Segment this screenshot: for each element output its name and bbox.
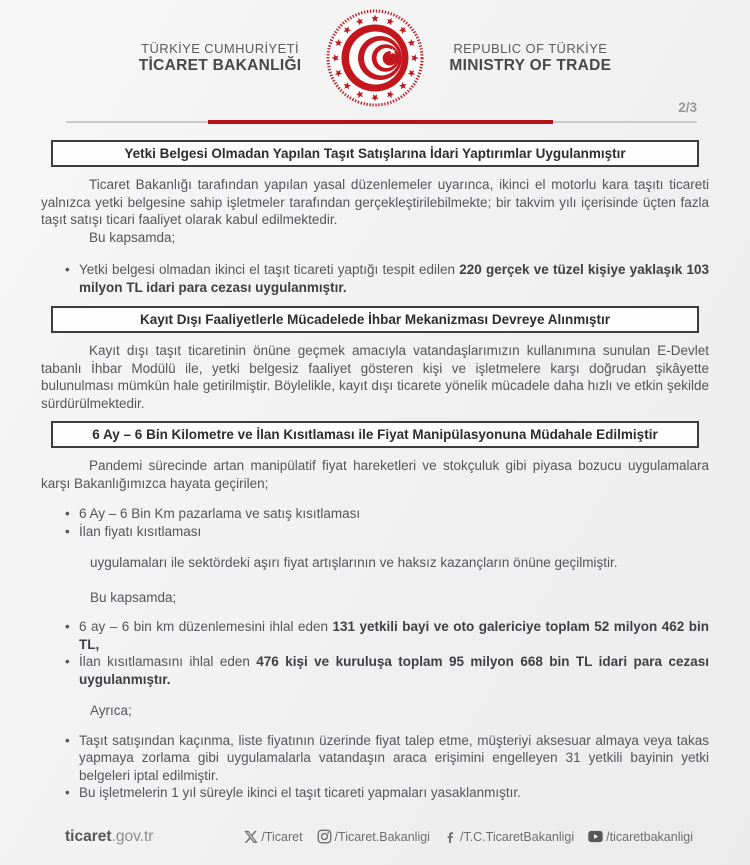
facebook-icon xyxy=(444,830,457,844)
page-indicator: 2/3 xyxy=(678,100,697,115)
list-item: • Bu işletmelerin 1 yıl süreyle ikinci el taşıt ticareti yapmaları yasaklanmıştır. xyxy=(65,784,709,802)
section1-bullet-list xyxy=(65,261,709,296)
instagram-icon xyxy=(317,829,332,844)
org-en-line2: MINISTRY OF TRADE xyxy=(449,57,612,74)
ministry-emblem-icon xyxy=(325,8,425,108)
section3-penalty-list xyxy=(65,618,709,688)
section2-paragraph: Kayıt dışı taşıt ticaretinin önüne geçmek amacıyla vatandaşlarımızın kullanımına sunulan E-Devlet tabanlı İhbar Modülü ile, yetki belgesiz faaliyet gösteren kişi ve işletmelere karşı doğrudan şikâyette bulunulması mümkün hale getirilmiştir. Böylelikle, kayıt dışı ticarete yönelik mücadele daha hızlı ve etkin şekilde sürdürülmektedir. xyxy=(41,343,709,411)
social-facebook xyxy=(444,830,574,844)
org-name-turkish xyxy=(139,41,302,75)
website-url-rest: .gov.tr xyxy=(111,827,154,845)
list-item xyxy=(65,261,709,296)
section1-paragraph: Ticaret Bakanlığı tarafından yapılan yasal düzenlemeler uyarınca, ikinci el motorlu kara taşıtı ticareti yalnızca yetki belgesine sahip işletmeler tarafından gerçekleştirilebilmekte; bir takvim yılı içerisinde üçten fazla taşıt satışı ticari faaliyet olarak kabul edilmektedir. xyxy=(41,177,709,227)
website-url-bold: ticaret xyxy=(65,827,112,845)
social-handle: /Ticaret xyxy=(261,829,303,844)
section3-measures-list xyxy=(65,505,709,540)
document-body xyxy=(0,140,750,802)
list-item xyxy=(65,618,709,653)
social-handle: /T.C.TicaretBakanligi xyxy=(459,829,575,844)
bullet-text-bold: 131 yetkili bayi ve oto galericiye toplam 52 milyon 462 bin TL, xyxy=(79,619,709,652)
section1-lead-in: Bu kapsamda; xyxy=(89,229,176,245)
section3-result-line: uygulamaları ile sektördeki aşırı fiyat artışlarının ve haksız kazançların önüne geçilmiştir. xyxy=(90,555,618,570)
section3-heading: 6 Ay – 6 Bin Kilometre ve İlan Kısıtlaması ile Fiyat Manipülasyonuna Müdahale Edilmiştir xyxy=(51,421,699,448)
social-youtube xyxy=(588,830,693,844)
social-instagram xyxy=(317,829,430,844)
social-links xyxy=(244,829,693,844)
bullet-text: Yetki belgesi olmadan ikinci el taşıt ticareti yaptığı tespit edilen xyxy=(79,262,460,277)
org-tr-line2: TİCARET BAKANLIĞI xyxy=(138,57,302,74)
social-handle: /ticaretbakanligi xyxy=(606,829,693,844)
org-en-line1: REPUBLIC OF TÜRKİYE xyxy=(453,41,608,56)
header-divider xyxy=(66,119,697,124)
section1-heading: Yetki Belgesi Olmadan Yapılan Taşıt Satışlarına İdari Yaptırımlar Uygulanmıştır xyxy=(51,140,699,167)
website-url xyxy=(65,828,153,846)
x-icon xyxy=(244,830,258,844)
document-footer xyxy=(65,828,693,846)
list-item xyxy=(65,653,709,688)
bullet-text: İlan kısıtlamasını ihlal eden xyxy=(79,654,257,669)
social-handle: /Ticaret.Bakanligi xyxy=(334,829,430,844)
list-item: • 6 Ay – 6 Bin Km pazarlama ve satış kısıtlaması xyxy=(65,505,709,523)
youtube-icon xyxy=(588,830,603,843)
section3-paragraph: Pandemi sürecinde artan manipülatif fiyat hareketleri ve stokçuluk gibi piyasa bozucu uygulamalara karşı Bakanlığımızca hayata geçirilen; xyxy=(41,458,709,491)
list-item: • Taşıt satışından kaçınma, liste fiyatının üzerinde fiyat talep etme, müşteriyi aksesuar almaya veya takas yapmaya zorlama gibi uygulamalarla vatandaşın araca erişimini engelleyen 31 yetkili bayinin yetki belgeleri iptal edilmiştir. xyxy=(65,732,709,785)
list-item: • İlan fiyatı kısıtlaması xyxy=(65,523,709,541)
org-name-english xyxy=(449,41,611,75)
divider-red-bar xyxy=(208,120,553,124)
section3-lead-in: Bu kapsamda; xyxy=(90,589,177,605)
social-x xyxy=(244,830,302,844)
org-tr-line1: TÜRKİYE CUMHURİYETİ xyxy=(141,41,299,56)
bullet-text: 6 ay – 6 bin km düzenlemesini ihlal eden xyxy=(79,619,333,634)
bullet-text-bold: 476 kişi ve kuruluşa toplam 95 milyon 668 bin TL idari para cezası uygulanmıştır. xyxy=(79,654,710,687)
section2-heading: Kayıt Dışı Faaliyetlerle Mücadelede İhbar Mekanizması Devreye Alınmıştır xyxy=(51,306,699,333)
bullet-text-bold: 220 gerçek ve tüzel kişiye yaklaşık 103 milyon TL idari para cezası uygulanmıştır. xyxy=(79,262,709,295)
section3-also-line: Ayrıca; xyxy=(90,703,132,718)
document-header xyxy=(0,0,750,108)
section3-sanction-list xyxy=(65,732,709,802)
